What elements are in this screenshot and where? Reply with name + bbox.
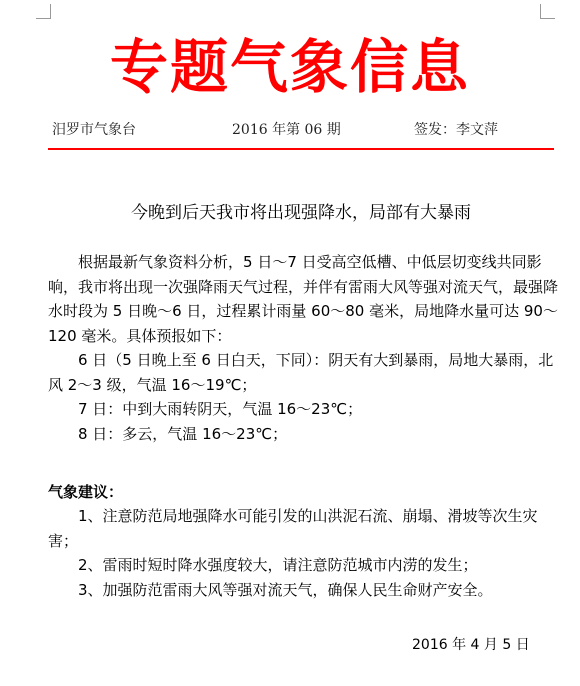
- issue-number: 2016 年第 06 期: [232, 122, 341, 138]
- forecast-day-8: 8 日：多云，气温 16～23℃；: [78, 424, 288, 443]
- crop-mark-top-left: [36, 4, 51, 19]
- bulletin-headline: 今晚到后天我市将出现强降水，局部有大暴雨: [131, 203, 471, 223]
- forecast-section: [48, 250, 564, 446]
- masthead-title: 专题气象信息: [109, 33, 470, 101]
- advice-heading: 气象建议：: [48, 483, 124, 501]
- red-divider: [48, 148, 554, 150]
- advice-item-2: 2、雷雨时短时降水强度较大，请注意防范城市内涝的发生；: [78, 556, 478, 574]
- advice-section: [48, 504, 564, 602]
- forecast-day-6: 6 日（5 日晚上至 6 日白天，下同）：阴天有大到暴雨，局地大暴雨，北风 2～3 级，气温 16～19℃；: [48, 351, 554, 394]
- issue-signer: 签发：李文萍: [414, 122, 498, 138]
- forecast-intro: 根据最新气象资料分析，5 日～7 日受高空低槽、中低层切变线共同影响，我市将出现一次强降雨天气过程，并伴有雷雨大风等强对流天气，最强降水时段为 5 日晚～6 日，过程累计雨量 60～80 毫米，局地降水量可达 90～120 毫米。具体预报如下：: [48, 253, 559, 345]
- issuing-agency: 汨罗市气象台: [52, 122, 136, 138]
- advice-item-3: 3、加强防范雷雨大风等强对流天气，确保人民生命财产安全。: [78, 580, 493, 599]
- forecast-day-7: 7 日：中到大雨转阴天，气温 16～23℃；: [78, 400, 363, 418]
- issue-date: 2016 年 4 月 5 日: [412, 637, 530, 653]
- advice-item-1: 1、注意防范局地强降水可能引发的山洪泥石流、崩塌、滑坡等次生灾害；: [48, 507, 538, 550]
- crop-mark-top-right: [540, 4, 555, 19]
